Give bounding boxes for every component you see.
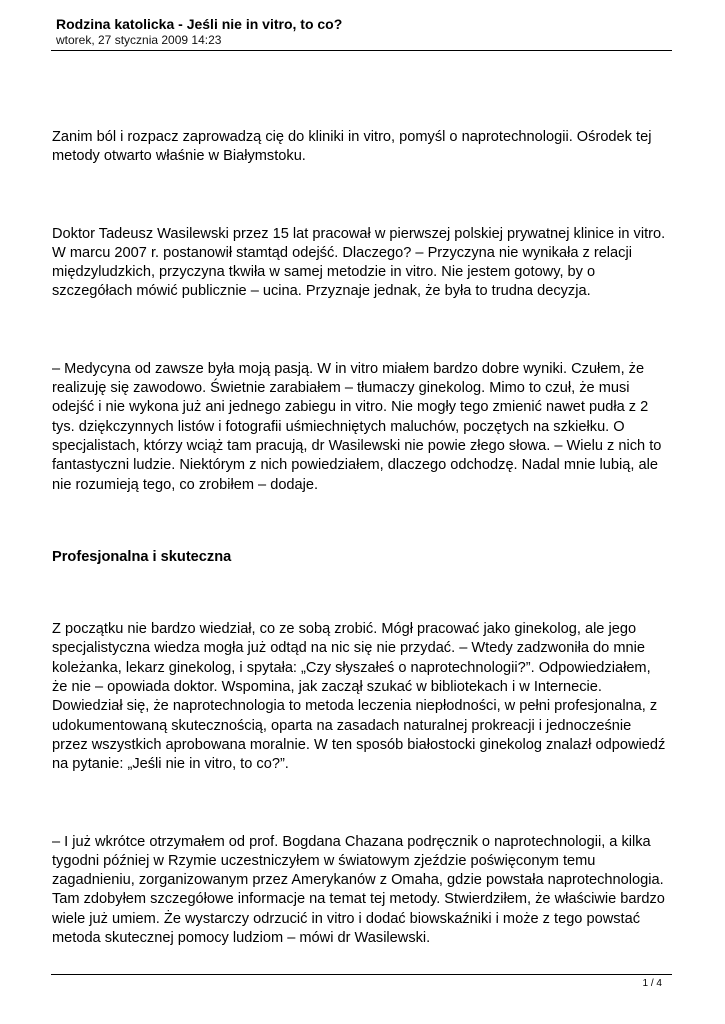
paragraph-5: – I już wkrótce otrzymałem od prof. Bogdana Chazana podręcznik o naprotechnologii, a kilka tygodni później w Rzymie uczestniczyłem w światowym zjeździe poświęconym temu zagadnieniu, zorganizowanym przez Amerykanów z Omaha, gdzie powstała naprotechnologia. Tam zdobyłem szczegółowe informacje na temat tej metody. Stwierdziłem, że właściwie bardzo wiele już umiem. Że wystarczy odrzucić in vitro i dodać biowskaźniki i może z tego powstać metoda skutecznej pomocy ludziom – mówi dr Wasilewski. [52,833,665,947]
paragraph-3: – Medycyna od zawsze była moją pasją. W in vitro miałem bardzo dobre wyniki. Czułem, że realizuję się zawodowo. Świetnie zarabiałem – tłumaczy ginekolog. Mimo to czuł, że musi odejść i nie wykona już ani jednego zabiegu in vitro. Nie mogły tego zmienić nawet pudła z 2 tys. dziękczynnych listów i fotografii uśmiechniętych maluchów, poczętych na szkiełku. O specjalistach, którzy wciąż tam pracują, dr Wasilewski nie powie złego słowa. – Wielu z nich to fantastyczni ludzie. Niektórym z nich powiedziałem, dlaczego odchodzę. Nadal mnie lubią, ale nie rozumieją tego, co zrobiłem – dodaje. [52,360,662,493]
article-title: Rodzina katolicka - Jeśli nie in vitro, to co? [56,16,343,32]
section-heading: Profesjonalna i skuteczna [52,548,232,565]
document-header [56,16,672,48]
paragraph-4: Z początku nie bardzo wiedział, co ze sobą zrobić. Mógł pracować jako ginekolog, ale jego specjalistyczna wiedza mogła już odtąd na nic się nie przydać. – Wtedy zadzwoniła do mnie koleżanka, lekarz ginekolog, i spytała: „Czy słyszałeś o naprotechnologii?”. Odpowiedziałem, że nie – opowiada doktor. Wspomina, jak zaczął szukać w bibliotekach i w Internecie. Dowiedział się, że naprotechnologia to metoda leczenia niepłodności, w pełni profesjonalna, z udokumentowaną skutecznością, oparta na zasadach naturalnej prokreacji i jednocześnie przez wszystkich aprobowana moralnie. W ten sposób białostocki ginekolog znalazł odpowiedź na pytanie: „Jeśli nie in vitro, to co?”. [52,621,666,773]
paragraph-2: Doktor Tadeusz Wasilewski przez 15 lat pracował w pierwszej polskiej prywatnej klinice in vitro. W marcu 2007 r. postanowił stamtąd odejść. Dlaczego? – Przyczyna nie wynikała z relacji międzyludzkich, przyczyna tkwiła w samej metodzie in vitro. Nie jestem gotowy, by o szczegółach mówić publicznie – ucina. Przyznaje jednak, że była to trudna decyzja. [52,225,666,300]
footer-divider [51,974,672,975]
page-number: 1 / 4 [642,978,662,989]
paragraph-1: Zanim ból i rozpacz zaprowadzą cię do kliniki in vitro, pomyśl o naprotechnologii. Ośrodek tej metody otwarto właśnie w Białymstoku. [52,129,652,165]
header-divider [51,50,672,51]
article-date: wtorek, 27 stycznia 2009 14:23 [56,33,222,47]
article-body [52,128,668,948]
